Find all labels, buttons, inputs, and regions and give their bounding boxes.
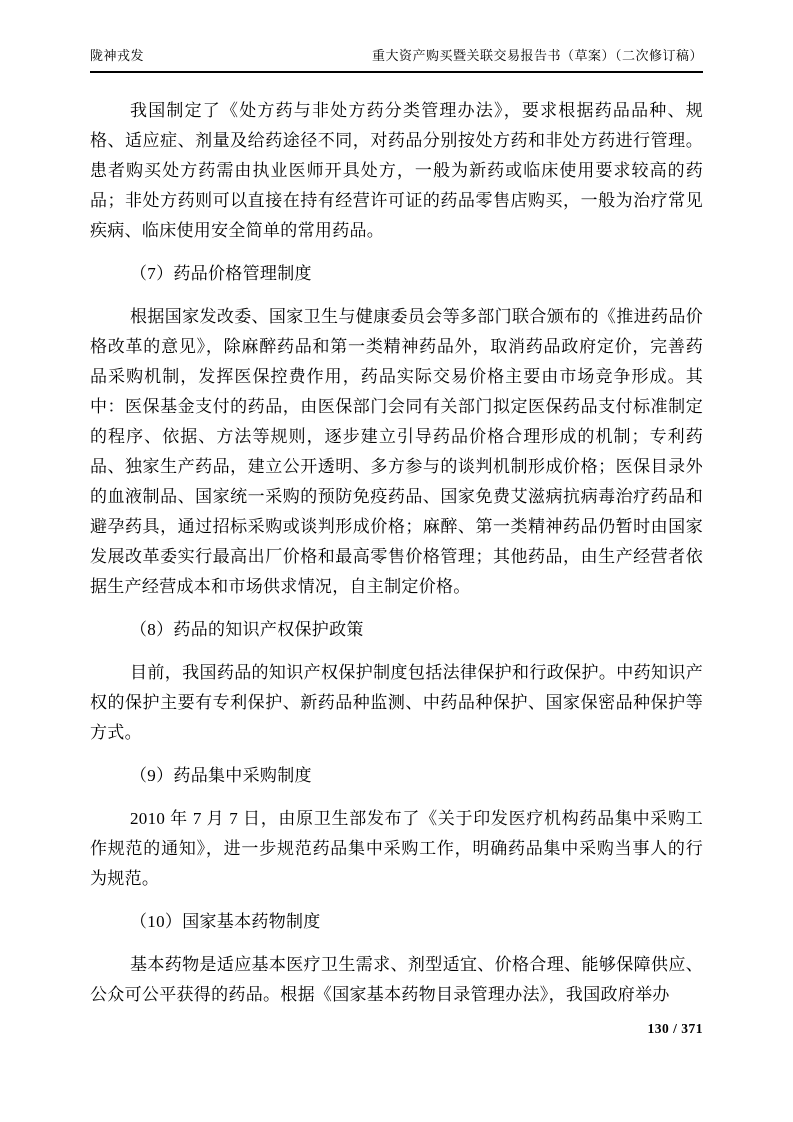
section-heading: （9）药品集中采购制度 <box>130 766 312 785</box>
paragraph: 我国制定了《处方药与非处方药分类管理办法》，要求根据药品品种、规格、适应症、剂量及给药途径不同，对药品分别按处方药和非处方药进行管理。患者购买处方药需由执业医师开具处方，一般为新药或临床使用要求较高的药品；非处方药则可以直接在持有经营许可证的药品零售店购买，一般为治疗常见疾病、临床使用安全简单的常用药品。 <box>90 101 703 240</box>
document-body <box>90 96 703 1023</box>
section-heading: （8）药品的知识产权保护政策 <box>130 620 364 639</box>
paragraph: 目前，我国药品的知识产权保护制度包括法律保护和行政保护。中药知识产权的保护主要有专利保护、新药品种监测、中药品种保护、国家保密品种保护等方式。 <box>90 663 703 742</box>
section-heading: （7）药品价格管理制度 <box>130 264 312 283</box>
paragraph: 基本药物是适应基本医疗卫生需求、剂型适宜、价格合理、能够保障供应、公众可公平获得的药品。根据《国家基本药物目录管理办法》，我国政府举办 <box>90 955 703 1004</box>
page-footer <box>90 1021 703 1037</box>
paragraph: 2010 年 7 月 7 日，由原卫生部发布了《关于印发医疗机构药品集中采购工作规范的通知》，进一步规范药品集中采购工作，明确药品集中采购当事人的行为规范。 <box>90 809 703 888</box>
header-right-text: 重大资产购买暨关联交易报告书（草案）（二次修订稿） <box>371 48 703 63</box>
page-number: 130 / 371 <box>647 1021 703 1036</box>
paragraph: 根据国家发改委、国家卫生与健康委员会等多部门联合颁布的《推进药品价格改革的意见》，除麻醉药品和第一类精神药品外，取消药品政府定价，完善药品采购机制，发挥医保控费作用，药品实际交易价格主要由市场竞争形成。其中：医保基金支付的药品，由医保部门会同有关部门拟定医保药品支付标准制定的程序、依据、方法等规则，逐步建立引导药品价格合理形成的机制；专利药品、独家生产药品，建立公开透明、多方参与的谈判机制形成价格；医保目录外的血液制品、国家统一采购的预防免疫药品、国家免费艾滋病抗病毒治疗药品和避孕药具，通过招标采购或谈判形成价格；麻醉、第一类精神药品仍暂时由国家发展改革委实行最高出厂价格和最高零售价格管理；其他药品，由生产经营者依据生产经营成本和市场供求情况，自主制定价格。 <box>90 307 703 596</box>
section-heading: （10）国家基本药物制度 <box>130 912 321 931</box>
page-header <box>90 46 703 73</box>
header-left-text: 陇神戎发 <box>90 48 145 63</box>
